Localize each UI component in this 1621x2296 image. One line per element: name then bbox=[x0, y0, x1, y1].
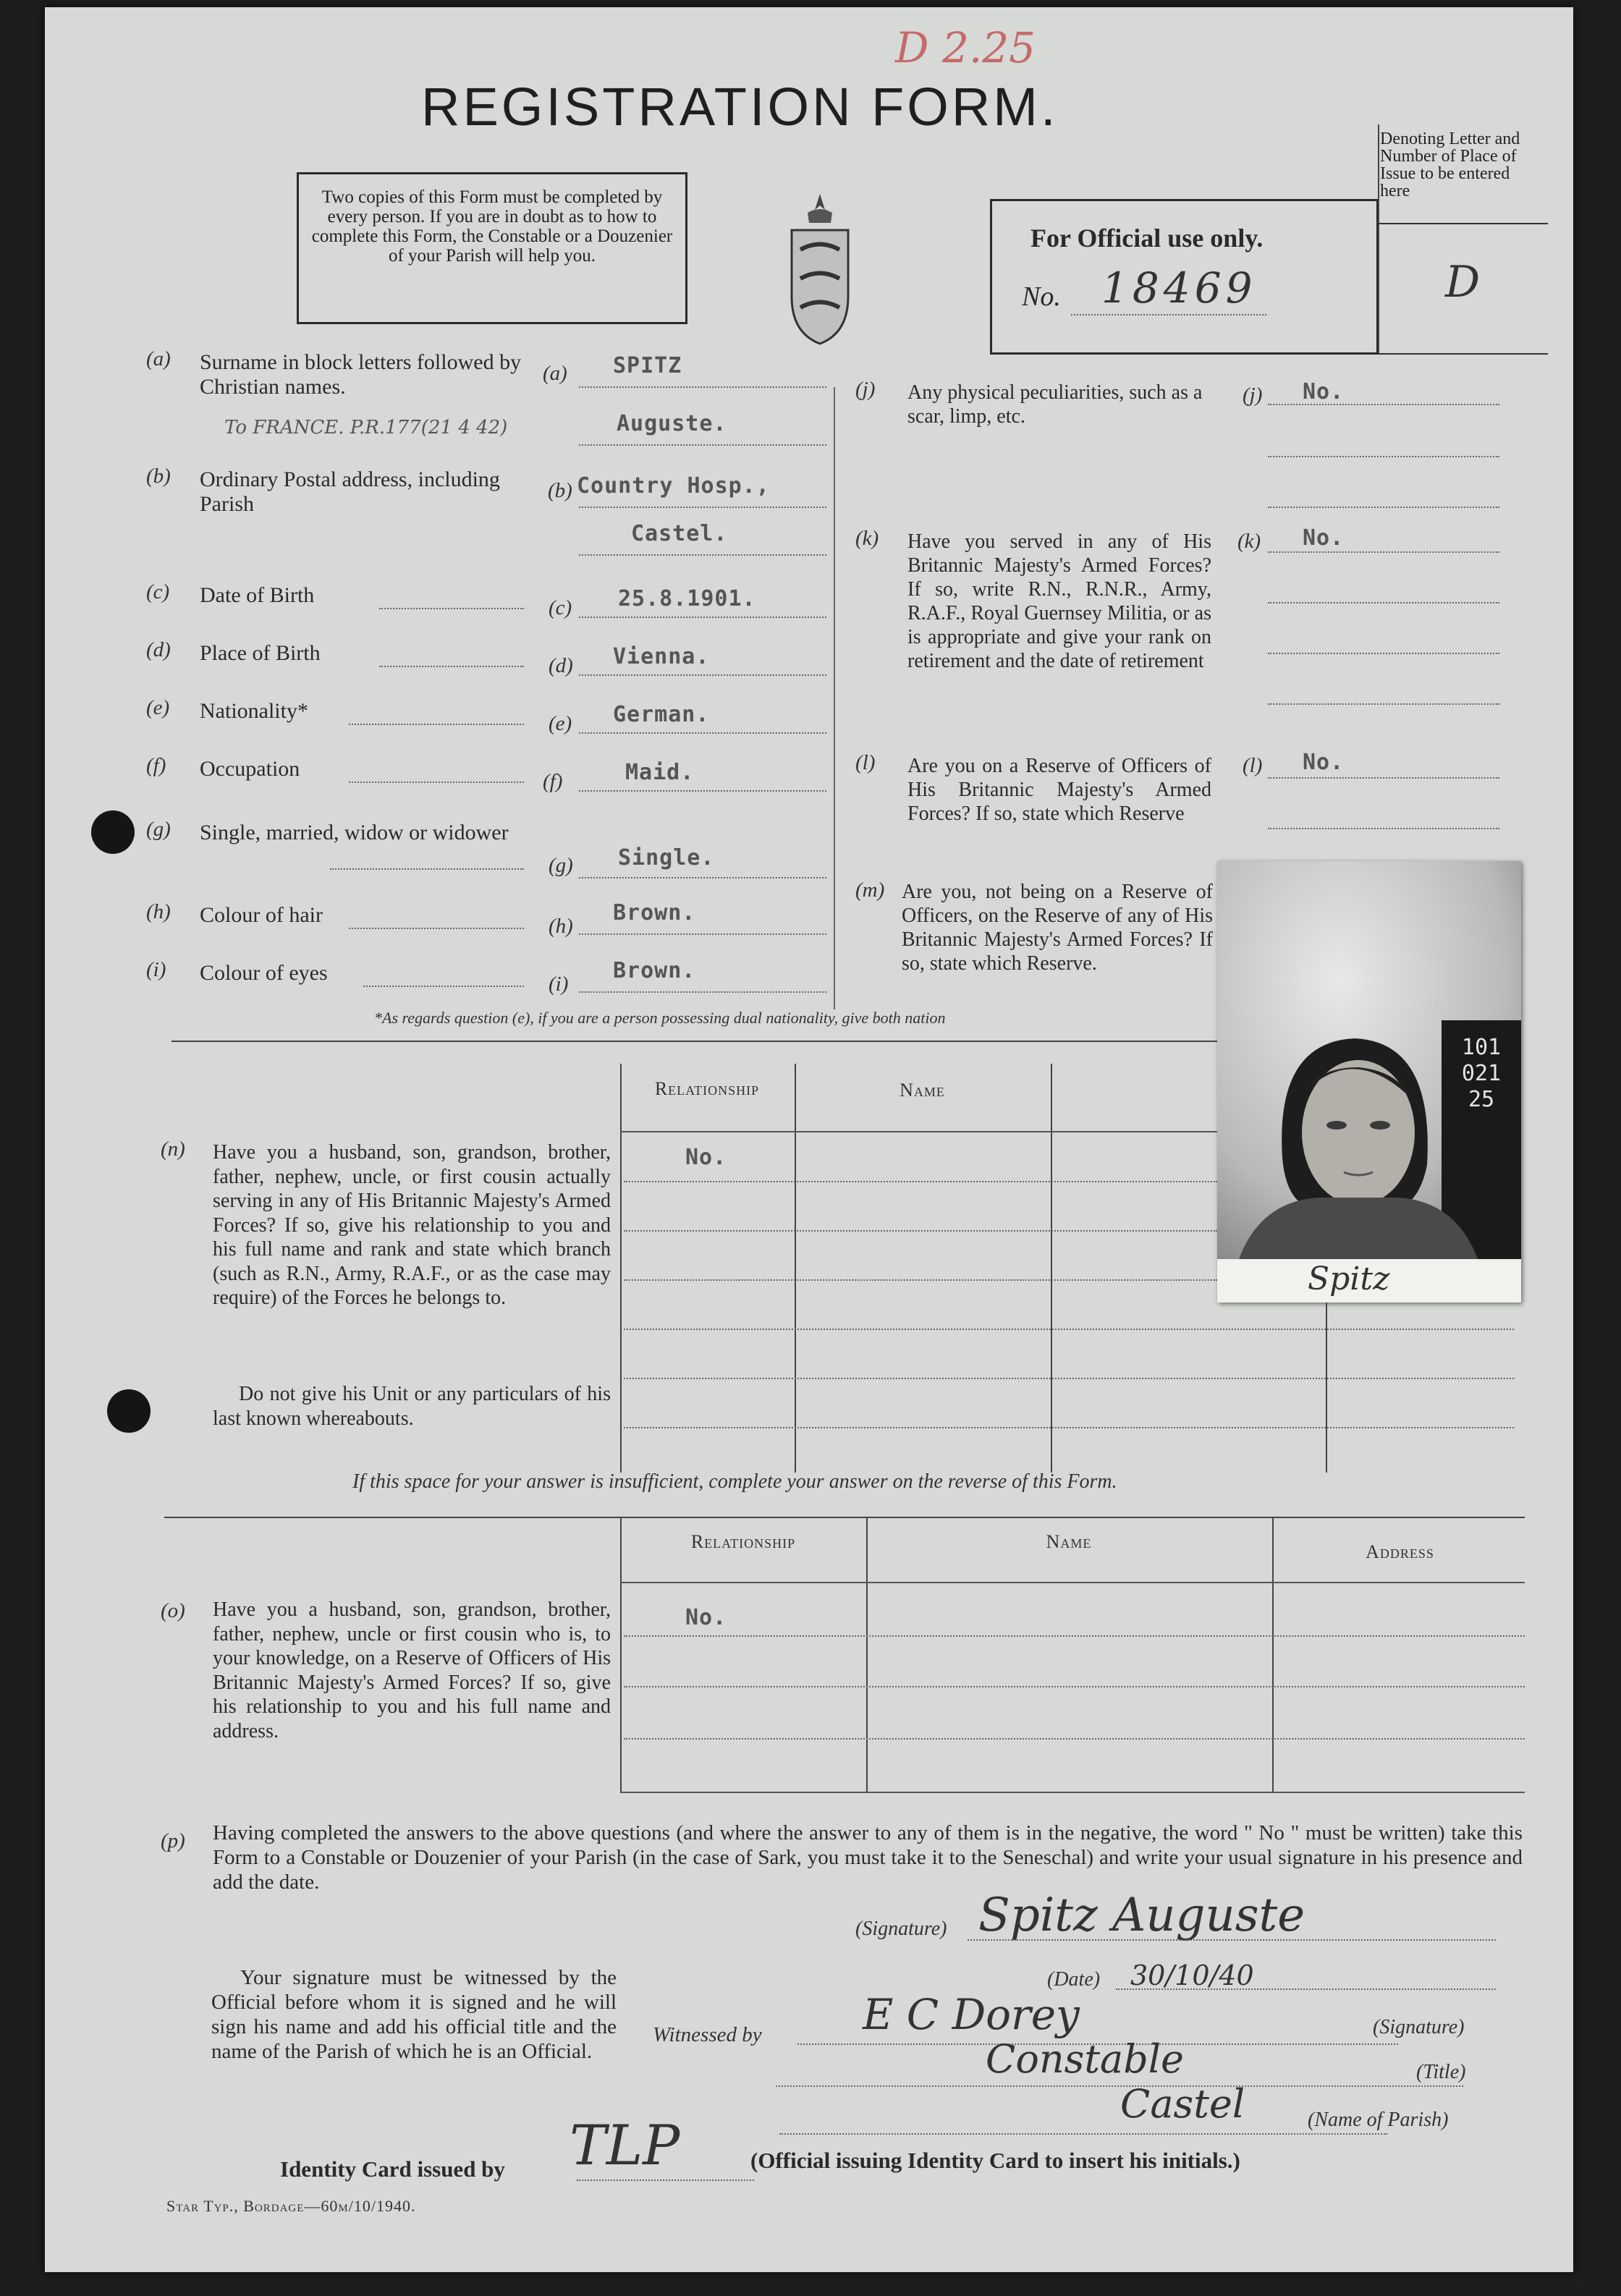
witnessed-by-label: Witnessed by bbox=[653, 2023, 762, 2046]
field-h-question: Colour of hair bbox=[200, 903, 323, 927]
eye-colour-answer: Brown. bbox=[613, 958, 696, 983]
christian-names-answer: Auguste. bbox=[617, 411, 727, 436]
field-d-answer-letter: (d) bbox=[549, 654, 573, 677]
field-b-question: Ordinary Postal address, including Parish bbox=[200, 467, 500, 516]
hair-colour-answer: Brown. bbox=[613, 900, 696, 925]
occupation-answer: Maid. bbox=[625, 760, 695, 785]
nationality-answer: German. bbox=[613, 702, 710, 727]
section-p-text: Having completed the answers to the above questions (and where the answer to any of them is in the negative, the word " No " must be written) take this Form to a Constable or Douzenier of your Parish (in the case of Sark, you must take it to the Seneschal) and write your usual signature in his presence and add the date. bbox=[213, 1821, 1523, 1894]
field-k-question: Have you served in any of His Britannic Majesty's Armed Forces? If so, write R.N., R.N.R., Army, R.A.F., Royal Guernsey Militia, or as is appropriate and give your rank on retirement and the date of retirement bbox=[907, 530, 1211, 672]
witness-note: Your signature must be witnessed by the Official before whom it is signed and he will sign his name and add his official title and the name of the Parish of which he is an Official. bbox=[211, 1966, 617, 2063]
official-use-title: For Official use only. bbox=[1030, 224, 1264, 253]
o-col-name: Name bbox=[1046, 1531, 1092, 1552]
field-k-answer-letter: (k) bbox=[1237, 530, 1261, 553]
section-n-footer: If this space for your answer is insufficient, complete your answer on the reverse of this Form. bbox=[352, 1470, 1117, 1493]
section-n-note: Do not give his Unit or any particulars of his last known whereabouts. bbox=[213, 1383, 611, 1430]
witness-signature-label: (Signature) bbox=[1373, 2016, 1465, 2038]
field-l-answer-letter: (l) bbox=[1243, 754, 1263, 777]
o-answer: No. bbox=[685, 1605, 727, 1630]
signature-date: 30/10/40 bbox=[1130, 1960, 1254, 1991]
field-c-answer-letter: (c) bbox=[549, 596, 572, 619]
printer-imprint: Star Typ., Bordage—60m/10/1940. bbox=[166, 2197, 416, 2215]
field-a-question: Surname in block letters followed by Christian names. bbox=[200, 350, 522, 399]
field-m-letter: (m) bbox=[855, 878, 885, 902]
photo-signature: Spitz bbox=[1308, 1261, 1390, 1297]
n-answer: No. bbox=[685, 1145, 727, 1170]
identity-card-note: (Official issuing Identity Card to insert his initials.) bbox=[750, 2148, 1240, 2173]
field-g-question: Single, married, widow or widower bbox=[200, 821, 509, 844]
field-j-question: Any physical peculiarities, such as a scar, limp, etc. bbox=[907, 381, 1203, 428]
n-col-name: Name bbox=[900, 1080, 945, 1101]
section-o-question: Have you a husband, son, grandson, brother, father, nephew, uncle or first cousin who is, to your knowledge, on a Reserve of Officers of His Britannic Majesty's Armed Forces? If so, give his relationship to you and his full name and address. bbox=[213, 1598, 611, 1742]
field-a-letter: (a) bbox=[146, 347, 171, 370]
id-photo bbox=[1217, 861, 1521, 1302]
parish-answer: Castel. bbox=[631, 521, 728, 546]
margin-note: To FRANCE. P.R.177(21 4 42) bbox=[224, 417, 508, 439]
signature-label: (Signature) bbox=[855, 1918, 947, 1940]
official-number-label: No. bbox=[1022, 281, 1061, 312]
field-m-question: Are you, not being on a Reserve of Officers, on the Reserve of any of His Britannic Majesty's Armed Forces? If so, state which Reserve. bbox=[902, 881, 1213, 975]
issuing-official-initials: TLP bbox=[570, 2113, 680, 2177]
applicant-signature: Spitz Auguste bbox=[978, 1889, 1305, 1942]
marital-status-answer: Single. bbox=[618, 845, 715, 870]
official-number-value: 18469 bbox=[1101, 263, 1257, 313]
field-b-letter: (b) bbox=[146, 465, 171, 488]
date-label: (Date) bbox=[1047, 1968, 1101, 1991]
registration-form-page bbox=[45, 7, 1573, 2272]
section-n-letter: (n) bbox=[161, 1138, 185, 1161]
guernsey-crest-icon bbox=[787, 188, 852, 347]
field-l-question: Are you on a Reserve of Officers of His Britannic Majesty's Armed Forces? If so, state which Reserve bbox=[907, 755, 1211, 825]
nationality-note: *As regards question (e), if you are a person possessing dual nationality, give both nation bbox=[374, 1009, 946, 1027]
field-j-answer-letter: (j) bbox=[1243, 384, 1263, 407]
official-number-line bbox=[1071, 314, 1266, 315]
identity-card-label: Identity Card issued by bbox=[280, 2156, 505, 2182]
punch-hole-lower bbox=[107, 1389, 151, 1433]
reference-mark: D 2.25 bbox=[895, 23, 1036, 72]
peculiarities-answer: No. bbox=[1303, 379, 1345, 404]
n-col-relationship: Relationship bbox=[654, 1078, 760, 1099]
witness-parish: Castel bbox=[1120, 2081, 1245, 2127]
field-f-question: Occupation bbox=[200, 757, 300, 781]
o-col-address: Address bbox=[1366, 1541, 1434, 1562]
field-e-answer-letter: (e) bbox=[549, 712, 572, 735]
section-p-letter: (p) bbox=[161, 1829, 185, 1852]
instructions-box: Two copies of this Form must be completed by every person. If you are in doubt as to how to complete this Form, the Constable or a Douzenier of your Parish will help you. bbox=[297, 172, 687, 324]
field-e-letter: (e) bbox=[146, 696, 170, 719]
field-f-letter: (f) bbox=[146, 754, 166, 777]
field-c-letter: (c) bbox=[146, 580, 170, 603]
field-i-letter: (i) bbox=[146, 958, 166, 981]
served-forces-answer: No. bbox=[1303, 525, 1345, 551]
field-i-question: Colour of eyes bbox=[200, 961, 328, 985]
field-g-letter: (g) bbox=[146, 818, 171, 841]
field-k-letter: (k) bbox=[855, 527, 879, 550]
field-j-letter: (j) bbox=[855, 378, 876, 401]
field-e-question: Nationality* bbox=[200, 699, 308, 723]
witness-parish-label: (Name of Parish) bbox=[1308, 2109, 1449, 2131]
field-c-question: Date of Birth bbox=[200, 583, 315, 607]
witness-title: Constable bbox=[986, 2036, 1185, 2082]
denoting-letter-value: D bbox=[1445, 257, 1481, 308]
field-f-answer-letter: (f) bbox=[543, 770, 563, 793]
field-d-question: Place of Birth bbox=[200, 641, 321, 665]
witness-name: E C Dorey bbox=[863, 1990, 1080, 2039]
denoting-letter-note: Denoting Letter and Number of Place of Issue to be entered here bbox=[1380, 130, 1520, 200]
field-i-answer-letter: (i) bbox=[549, 973, 569, 996]
surname-answer: SPITZ bbox=[613, 353, 682, 378]
field-g-answer-letter: (g) bbox=[549, 854, 573, 877]
field-h-answer-letter: (h) bbox=[549, 915, 573, 938]
address-answer: Country Hosp., bbox=[577, 473, 770, 499]
section-o-letter: (o) bbox=[161, 1599, 185, 1622]
field-l-letter: (l) bbox=[855, 751, 876, 774]
dob-answer: 25.8.1901. bbox=[618, 586, 756, 611]
field-h-letter: (h) bbox=[146, 900, 171, 923]
birthplace-answer: Vienna. bbox=[613, 644, 710, 669]
field-d-letter: (d) bbox=[146, 638, 171, 661]
punch-hole-upper bbox=[91, 810, 135, 854]
witness-title-label: (Title) bbox=[1416, 2061, 1466, 2083]
field-a-answer-letter: (a) bbox=[543, 362, 567, 385]
photo-id-number: 10102125 bbox=[1461, 1035, 1502, 1112]
o-col-relationship: Relationship bbox=[690, 1531, 796, 1552]
section-n-question: Have you a husband, son, grandson, brother, father, nephew, uncle, or first cousin actually serving in any of His Britannic Majesty's Armed Forces? If so, give his relationship to you and his full name and rank and state which branch (such as R.N., Army, R.A.F., or as the case may require) of the Forces he belongs to. bbox=[213, 1141, 611, 1309]
field-b-answer-letter: (b) bbox=[548, 479, 572, 502]
form-title: REGISTRATION FORM. bbox=[421, 77, 1059, 137]
reserve-officers-answer: No. bbox=[1303, 750, 1345, 775]
